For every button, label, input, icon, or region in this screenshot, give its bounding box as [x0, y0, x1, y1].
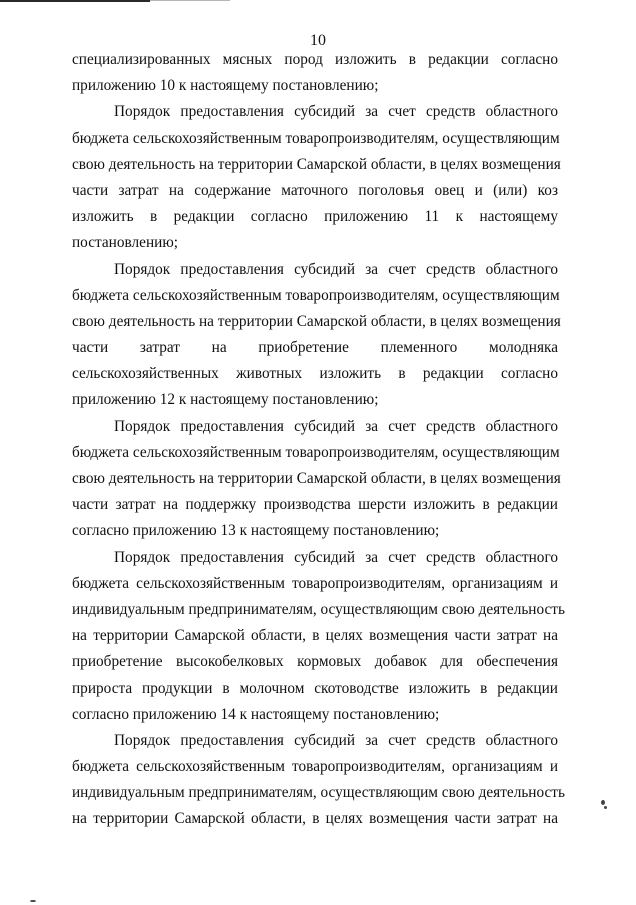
- text-line: свою деятельность на территории Самарской области, в целях возмещения: [72, 312, 561, 330]
- paragraph-first-line: Порядок предоставления субсидий за счет средств областного: [114, 417, 558, 435]
- text-line: сельскохозяйственных животных изложить в редакции согласно: [72, 365, 558, 383]
- document-body: [72, 47, 565, 833]
- scan-edge-mark-faint: [150, 0, 230, 1]
- text-line: приложению 10 к настоящему постановлению;: [72, 77, 379, 95]
- text-line: части затрат на содержание маточного поголовья овец и (или) коз: [72, 181, 558, 199]
- scan-speck: [601, 800, 605, 805]
- paragraph-first-line: Порядок предоставления субсидий за счет средств областного: [114, 731, 558, 749]
- text-line: приобретение высокобелковых кормовых добавок для обеспечения: [72, 653, 558, 671]
- scan-speck: [30, 900, 36, 902]
- text-line: свою деятельность на территории Самарской области, в целях возмещения: [72, 470, 561, 487]
- text-line: согласно приложению 14 к настоящему постановлению;: [72, 705, 440, 723]
- page-number: 10: [310, 32, 326, 49]
- text-line: специализированных мясных пород изложить в редакции согласно: [72, 51, 558, 68]
- text-line: прироста продукции в молочном скотоводстве изложить в редакции: [72, 679, 558, 697]
- text-line: бюджета сельскохозяйственным товаропроизводителям, организациям и: [72, 758, 558, 776]
- text-line: приложению 12 к настоящему постановлению;: [72, 391, 379, 409]
- text-line: согласно приложению 13 к настоящему постановлению;: [72, 522, 440, 540]
- text-line: на территории Самарской области, в целях возмещения части затрат на: [72, 810, 558, 828]
- text-line: индивидуальным предпринимателям, осуществляющим свою деятельность: [72, 600, 565, 618]
- text-line: изложить в редакции согласно приложению 11 к настоящему: [72, 208, 558, 226]
- scan-speck: [604, 806, 607, 809]
- text-line: бюджета сельскохозяйственным товаропроизводителям, осуществляющим: [72, 129, 560, 147]
- text-line: бюджета сельскохозяйственным товаропроизводителям, осуществляющим: [72, 286, 560, 304]
- paragraph-first-line: Порядок предоставления субсидий за счет средств областного: [114, 548, 558, 566]
- text-line: постановлению;: [72, 234, 178, 252]
- text-line: индивидуальным предпринимателям, осуществляющим свою деятельность: [72, 784, 565, 802]
- paragraph-first-line: Порядок предоставления субсидий за счет средств областного: [114, 260, 558, 278]
- text-line: части затрат на приобретение племенного молодняка: [72, 339, 558, 357]
- text-line: на территории Самарской области, в целях возмещения части затрат на: [72, 627, 558, 645]
- scan-edge-mark: [0, 0, 150, 2]
- text-line: бюджета сельскохозяйственным товаропроизводителям, организациям и: [72, 574, 558, 592]
- text-line: бюджета сельскохозяйственным товаропроизводителям, осуществляющим: [72, 443, 560, 461]
- paragraph-first-line: Порядок предоставления субсидий за счет средств областного: [114, 103, 558, 121]
- text-line: свою деятельность на территории Самарской области, в целях возмещения: [72, 155, 561, 173]
- text-line: части затрат на поддержку производства шерсти изложить в редакции: [72, 496, 558, 514]
